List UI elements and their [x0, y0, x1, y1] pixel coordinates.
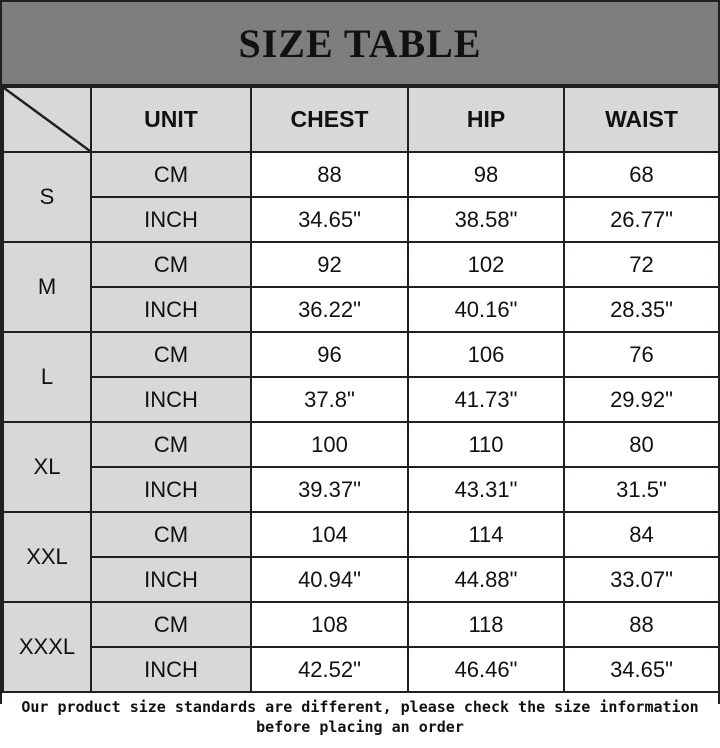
footnote — [2, 693, 718, 748]
size-label-l: L — [3, 332, 91, 422]
unit-label-cm: CM — [91, 422, 251, 467]
cell-xl-inch-hip: 43.31" — [408, 467, 564, 512]
cell-l-cm-waist: 76 — [564, 332, 719, 377]
cell-xxxl-cm-chest: 108 — [251, 602, 408, 647]
table-row — [3, 332, 719, 377]
column-header-waist: WAIST — [564, 87, 719, 152]
cell-s-inch-chest: 34.65" — [251, 197, 408, 242]
unit-label-inch: INCH — [91, 287, 251, 332]
size-label-xxl: XXL — [3, 512, 91, 602]
unit-label-inch: INCH — [91, 197, 251, 242]
cell-m-cm-waist: 72 — [564, 242, 719, 287]
unit-label-cm: CM — [91, 152, 251, 197]
size-label-xxxl: XXXL — [3, 602, 91, 692]
title-bar — [2, 2, 718, 86]
table-row — [3, 512, 719, 557]
cell-s-cm-chest: 88 — [251, 152, 408, 197]
table-row — [3, 377, 719, 422]
unit-label-cm: CM — [91, 332, 251, 377]
table-row — [3, 197, 719, 242]
cell-xxl-cm-hip: 114 — [408, 512, 564, 557]
cell-m-inch-chest: 36.22" — [251, 287, 408, 332]
cell-m-cm-chest: 92 — [251, 242, 408, 287]
column-header-chest: CHEST — [251, 87, 408, 152]
diagonal-divider-icon — [4, 88, 90, 151]
unit-label-inch: INCH — [91, 647, 251, 692]
cell-xxl-inch-waist: 33.07" — [564, 557, 719, 602]
column-header-hip: HIP — [408, 87, 564, 152]
cell-l-inch-waist: 29.92" — [564, 377, 719, 422]
cell-s-cm-hip: 98 — [408, 152, 564, 197]
cell-l-cm-chest: 96 — [251, 332, 408, 377]
cell-xxl-inch-hip: 44.88" — [408, 557, 564, 602]
table-row — [3, 602, 719, 647]
cell-xxxl-cm-waist: 88 — [564, 602, 719, 647]
cell-xxl-cm-chest: 104 — [251, 512, 408, 557]
cell-l-cm-hip: 106 — [408, 332, 564, 377]
cell-s-cm-waist: 68 — [564, 152, 719, 197]
cell-xxxl-inch-hip: 46.46" — [408, 647, 564, 692]
cell-s-inch-hip: 38.58" — [408, 197, 564, 242]
cell-xxxl-inch-chest: 42.52" — [251, 647, 408, 692]
unit-label-inch: INCH — [91, 557, 251, 602]
corner-cell — [3, 87, 91, 152]
unit-label-inch: INCH — [91, 377, 251, 422]
footnote-text: Our product size standards are different, please check the size information before placing an order — [21, 698, 699, 737]
cell-xl-inch-chest: 39.37" — [251, 467, 408, 512]
table-header-row — [3, 87, 719, 152]
cell-m-inch-hip: 40.16" — [408, 287, 564, 332]
table-row — [3, 467, 719, 512]
size-label-s: S — [3, 152, 91, 242]
cell-l-inch-chest: 37.8" — [251, 377, 408, 422]
table-row — [3, 152, 719, 197]
cell-xl-cm-waist: 80 — [564, 422, 719, 467]
cell-m-inch-waist: 28.35" — [564, 287, 719, 332]
unit-label-cm: CM — [91, 242, 251, 287]
column-header-unit: UNIT — [91, 87, 251, 152]
table-row — [3, 422, 719, 467]
cell-xxxl-cm-hip: 118 — [408, 602, 564, 647]
cell-s-inch-waist: 26.77" — [564, 197, 719, 242]
cell-xl-cm-hip: 110 — [408, 422, 564, 467]
table-row — [3, 287, 719, 332]
cell-xxl-cm-waist: 84 — [564, 512, 719, 557]
cell-xxl-inch-chest: 40.94" — [251, 557, 408, 602]
cell-l-inch-hip: 41.73" — [408, 377, 564, 422]
cell-xl-cm-chest: 100 — [251, 422, 408, 467]
size-label-xl: XL — [3, 422, 91, 512]
unit-label-inch: INCH — [91, 467, 251, 512]
unit-label-cm: CM — [91, 602, 251, 647]
size-label-m: M — [3, 242, 91, 332]
table-row — [3, 557, 719, 602]
table-row — [3, 242, 719, 287]
page-title: SIZE TABLE — [238, 20, 482, 66]
cell-xl-inch-waist: 31.5" — [564, 467, 719, 512]
table-row — [3, 647, 719, 692]
cell-xxxl-inch-waist: 34.65" — [564, 647, 719, 692]
size-table — [2, 86, 720, 693]
cell-m-cm-hip: 102 — [408, 242, 564, 287]
unit-label-cm: CM — [91, 512, 251, 557]
